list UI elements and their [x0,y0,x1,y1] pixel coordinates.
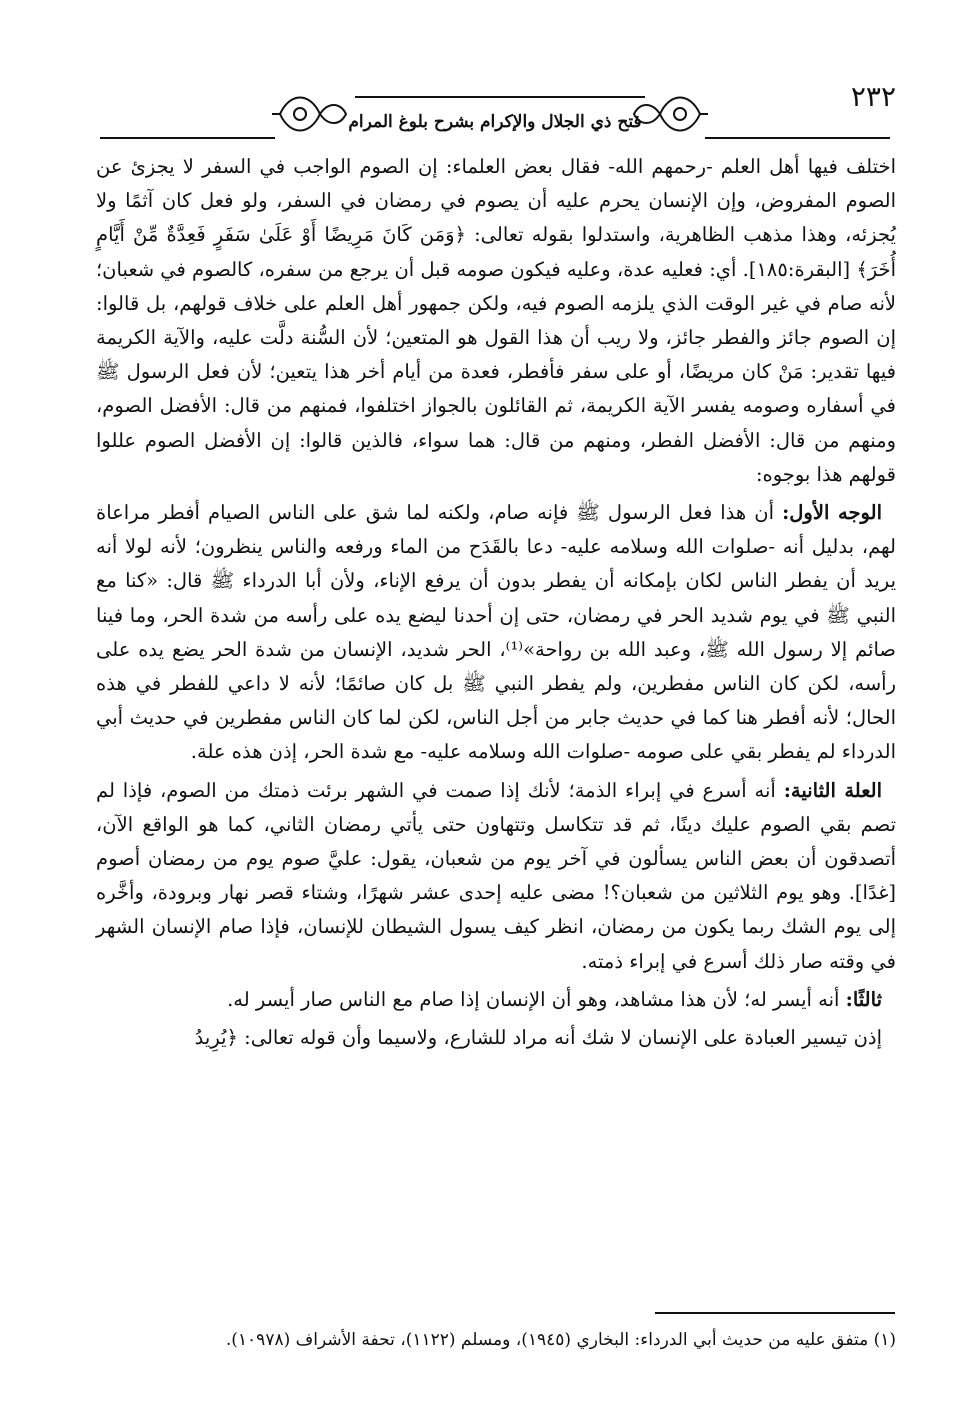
paragraph-text: أنه أسرع في إبراء الذمة؛ لأنك إذا صمت في الشهر برئت ذمتك من الصوم، فإذا لم تصم بقي الصوم عليك دينًا، ثم قد تتكاسل وتتهاون حتى يأتي رمضان الثاني، كما هو الواقع الآن، أتصدقون أن بعض الناس يسألون في آخر يوم من شعبان، يقول: عليَّ صوم يوم من رمضان أصوم [غدًا]. وهو يوم الثلاثين من شعبان؟! مضى عليه إحدى عشر شهرًا، وشتاء قصر نهار وبرودة، وأخَّره إلى يوم الشك ربما يكون من رمضان، انظر كيف يسول الشيطان للإنسان، فإذا صام الإنسان الشهر في وقته صار ذلك أسرع في إبراء ذمته. [96,778,896,973]
footnote-rule [655,1312,895,1314]
paragraph: إذن تيسير العبادة على الإنسان لا شك أنه مراد للشارع، ولاسيما وأن قوله تعالى: ﴿يُرِيدُ [194,1026,882,1050]
page-number: ٢٣٢ [850,80,896,113]
footnote: (١) متفق عليه من حديث أبي الدرداء: البخاري (١٩٤٥)، ومسلم (١١٢٢)، تحفة الأشراف (١٠٩٧٨). [225,1330,896,1350]
paragraph-heading: الوجه الأول: [782,501,882,525]
paragraph: اختلف فيها أهل العلم -رحمهم الله- فقال بعض العلماء: إن الصوم الواجب في السفر لا يجزئ عن الصوم المفروض، وإن الإنسان يحرم عليه أن يصوم في رمضان في السفر، ولو فعل كان آثمًا ولا يُجزئه، وهذا مذهب الظاهرية، واستدلوا بقوله تعالى: ﴿وَمَن كَانَ مَرِيضًا أَوْ عَلَىٰ سَفَرٍ فَعِدَّةٌ مِّنْ أَيَّامٍ أُخَرَ﴾ [البقرة:١٨٥]. أي: فعليه عدة، وعليه فيكون صومه قبل أن يرجع من سفره، كالصوم في شعبان؛ لأنه صام في غير الوقت الذي يلزمه الصوم فيه، ولكن جمهور أهل العلم على خلاف قولهم، بل قالوا: إن الصوم جائز والفطر جائز، ولا ريب أن هذا القول هو المتعين؛ لأن السُّنة دلَّت عليه، والآية الكريمة فيها تقدير: مَنْ كان مريضًا، أو على سفر فأفطر، فعدة من أيام أخر هذا يتعين؛ لأن فعل الرسول ﷺ في أسفاره وصومه يفسر الآية الكريمة، ثم القائلون بالجواز اختلفوا، فمنهم من قال: الأفضل الصوم، ومنهم من قال: الأفضل الفطر، ومنهم من قال: هما سواء، فالذين قالوا: إن الأفضل الصوم عللوا قولهم هذا بوجوه: [95,155,896,486]
paragraph-text: أن هذا فعل الرسول ﷺ فإنه صام، ولكنه لما شق على الناس الصيام أفطر مراعاة لهم، بدليل أنه -صلوات الله وسلامه عليه- دعا بالقَدَح من الماء ورفعه والناس ينظرون؛ لأنه لولا أنه يريد أن يفطر الناس لكان بإمكانه أن يفطر بدون أن يرفع الإناء، ولأن أبا الدرداء ﷺ قال: «كنا مع النبي ﷺ في يوم شديد الحر في رمضان، حتى إن أحدنا ليضع يده على رأسه من شدة الحر، وما فينا صائم إلا رسول الله ﷺ، وعبد الله بن رواحة»⁽¹⁾، الحر شديد، الإنسان من شدة الحر يضع يده على رأسه، لكن كان الناس مفطرين، ولم يفطر النبي ﷺ بل كان صائمًا؛ لأنه لا داعي للفطر في هذه الحال؛ لأنه أفطر هنا كما في حديث جابر من أجل الناس، لكن لما كان الناس مفطرين في حديث أبي الدرداء لم يفطر بقي على صومه -صلوات الله وسلامه عليه- مع شدة الحر، إذن هذه علة. [96,501,896,764]
header-rule [705,137,890,139]
header-rule [355,96,645,98]
running-title: فتح ذي الجلال والإكرام بشرح بلوغ المرام [348,112,642,132]
paragraph-heading: ثالثًا: [845,987,882,1011]
paragraph-heading: العلة الثانية: [783,778,882,802]
paragraph [96,496,896,770]
body-text [96,150,896,1059]
paragraph-text: أنه أيسر له؛ لأن هذا مشاهد، وهو أن الإنسان إذا صام مع الناس صار أيسر له. [227,987,846,1011]
header-rule [100,137,275,139]
paragraph [96,983,896,1017]
paragraph [96,774,896,979]
